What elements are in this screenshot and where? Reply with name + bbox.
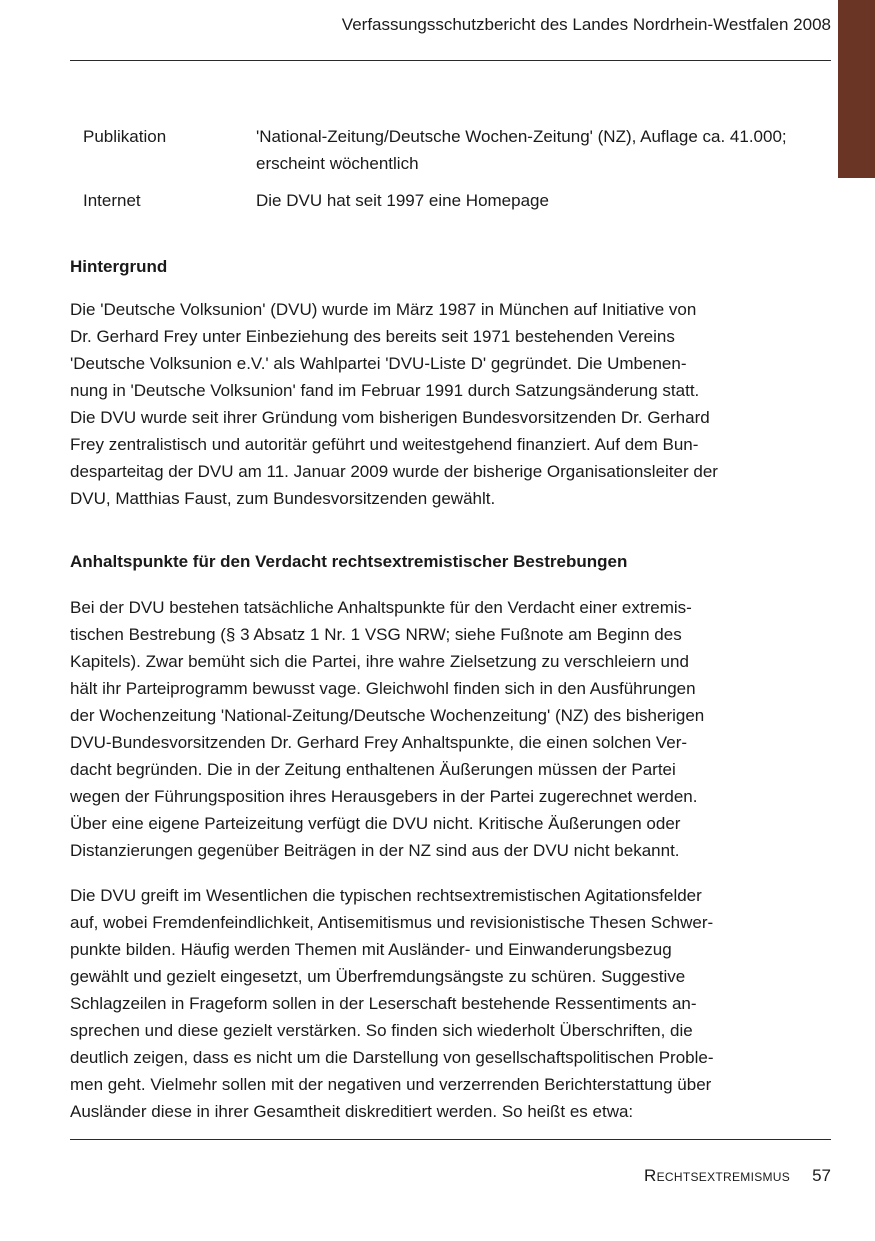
info-value (256, 123, 803, 177)
text-line: Bei der DVU bestehen tatsächliche Anhaltspunkte für den Verdacht einer extremis- (70, 598, 692, 617)
info-table (83, 123, 803, 224)
text-line: Die DVU greift im Wesentlichen die typischen rechtsextremistischen Agitationsfelder (70, 886, 702, 905)
paragraph-anhaltspunkte (70, 594, 790, 864)
text-line: desparteitag der DVU am 11. Januar 2009 wurde der bisherige Organisationsleiter der (70, 462, 718, 481)
page-footer (630, 1164, 831, 1188)
text-line: auf, wobei Fremdenfeindlichkeit, Antisemitismus und revisionistische Thesen Schwer- (70, 913, 714, 932)
info-value-line: 'National-Zeitung/Deutsche Wochen-Zeitung' (NZ), Auflage ca. (256, 127, 726, 146)
text-line: 'Deutsche Volksunion e.V.' als Wahlpartei 'DVU-Liste D' gegründet. Die Umbenen- (70, 354, 687, 373)
text-line: dacht begründen. Die in der Zeitung enthaltenen Äußerungen müssen der Partei (70, 760, 676, 779)
footer-divider (70, 1139, 831, 1140)
text-line: wegen der Führungsposition ihres Herausgebers in der Partei zugerechnet werden. (70, 787, 698, 806)
text-line: men geht. Vielmehr sollen mit der negativen und verzerrenden Berichterstattung über (70, 1075, 712, 1094)
footer-section-name: Rechtsextremismus (644, 1166, 791, 1185)
text-line: Ausländer diese in ihrer Gesamtheit diskreditiert werden. So heißt es etwa: (70, 1102, 634, 1121)
section-heading-hintergrund (70, 253, 790, 280)
text-line: Die 'Deutsche Volksunion' (DVU) wurde im März 1987 in München auf Initiative von (70, 300, 697, 319)
section-heading-anhaltspunkte (70, 548, 790, 575)
header-divider (70, 60, 831, 61)
info-value-line: 41.000; erscheint wöchentlich (256, 127, 787, 173)
info-label: Publikation (83, 127, 167, 146)
text-line: Schlagzeilen in Frageform sollen in der Leserschaft bestehende Ressentiments an- (70, 994, 697, 1013)
text-line: tischen Bestrebung (§ 3 Absatz 1 Nr. 1 VSG NRW; siehe Fußnote am Beginn des (70, 625, 682, 644)
text-line: sprechen und diese gezielt verstärken. So finden sich wiederholt Überschriften, die (70, 1021, 693, 1040)
text-line: Die DVU wurde seit ihrer Gründung vom bisherigen Bundesvorsitzenden Dr. Gerhard (70, 408, 710, 427)
section-heading: Anhaltspunkte für den Verdacht rechtsextremistischer Bestrebungen (70, 552, 628, 571)
info-row-publikation (83, 123, 803, 177)
text-line: Kapitels). Zwar bemüht sich die Partei, ihre wahre Zielsetzung zu verschleiern und (70, 652, 689, 671)
text-line: Über eine eigene Parteizeitung verfügt die DVU nicht. Kritische Äußerungen oder (70, 814, 681, 833)
text-line: gewählt und gezielt eingesetzt, um Überfremdungsängste zu schüren. Suggestive (70, 967, 686, 986)
page-number: 57 (812, 1166, 831, 1185)
running-header-title: Verfassungsschutzbericht des Landes Nordrhein-Westfalen 2008 (341, 15, 831, 34)
text-line: punkte bilden. Häufig werden Themen mit Ausländer- und Einwanderungsbezug (70, 940, 672, 959)
text-line: hält ihr Parteiprogramm bewusst vage. Gleichwohl finden sich in den Ausführungen (70, 679, 696, 698)
info-row-internet (83, 187, 803, 214)
info-label: Internet (83, 191, 141, 210)
info-value-line: Die DVU hat seit 1997 eine Homepage (256, 191, 549, 210)
info-value (256, 187, 803, 214)
text-line: Distanzierungen gegenüber Beiträgen in der NZ sind aus der DVU nicht bekannt. (70, 841, 680, 860)
text-line: der Wochenzeitung 'National-Zeitung/Deutsche Wochenzeitung' (NZ) des bisherigen (70, 706, 705, 725)
text-line: DVU-Bundesvorsitzenden Dr. Gerhard Frey Anhaltspunkte, die einen solchen Ver- (70, 733, 688, 752)
paragraph-agitationsfelder (70, 882, 790, 1125)
text-line: Frey zentralistisch und autoritär geführt und weitestgehend finanziert. Auf dem Bun- (70, 435, 699, 454)
paragraph-hintergrund (70, 296, 790, 512)
section-heading: Hintergrund (70, 257, 168, 276)
text-line: nung in 'Deutsche Volksunion' fand im Februar 1991 durch Satzungsänderung statt. (70, 381, 700, 400)
text-line: deutlich zeigen, dass es nicht um die Darstellung von gesellschaftspolitischen Proble- (70, 1048, 714, 1067)
chapter-color-tab (838, 0, 875, 178)
text-line: Dr. Gerhard Frey unter Einbeziehung des bereits seit 1971 bestehenden Vereins (70, 327, 675, 346)
text-line: DVU, Matthias Faust, zum Bundesvorsitzenden gewählt. (70, 489, 496, 508)
